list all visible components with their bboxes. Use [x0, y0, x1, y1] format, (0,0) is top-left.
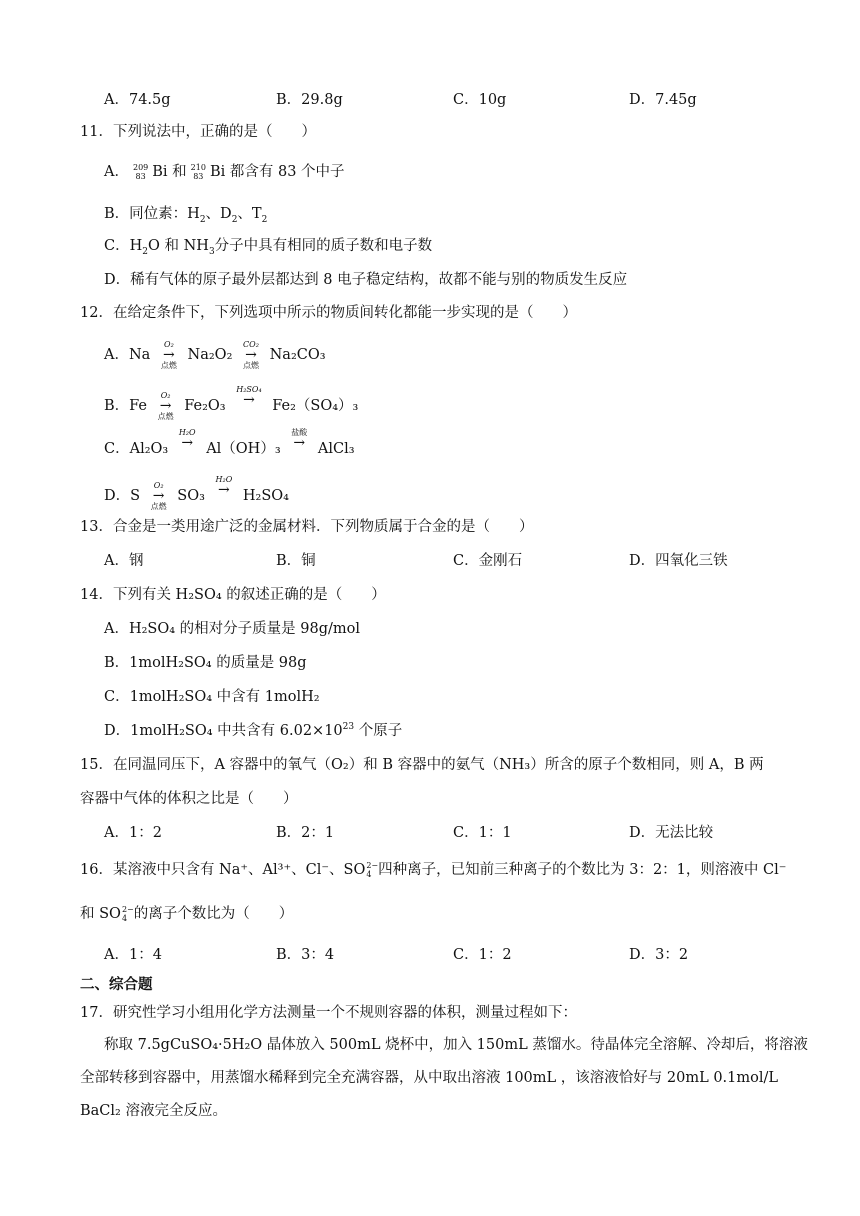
q13-option-c: C．金刚石	[453, 553, 523, 569]
reaction-arrow: 盐酸 →	[291, 428, 308, 451]
q11-option-b: B．同位素：$H_2$、$D_2$、$T_2$	[104, 206, 268, 225]
q15-option-d: D．无法比较	[629, 825, 714, 841]
sulfate-charge: 2− 4	[121, 905, 134, 923]
q14-option-d: D．1molH₂SO₄ 中共含有 $6.02\times 10^{23}$ 个原子	[104, 722, 403, 739]
q15-option-a: A．1：2	[104, 825, 162, 841]
q12-option-a: A．Na O₂ → 点燃 Na₂O₂ CO₂ → 点燃 Na₂CO₃	[104, 340, 326, 370]
reaction-arrow: CO₂ → 点燃	[243, 340, 259, 370]
q11-stem: 11．下列说法中，正确的是（ ）	[80, 124, 316, 140]
q14-option-a: A．H₂SO₄ 的相对分子质量是 98g/mol	[104, 621, 361, 637]
q15-option-c: C．1：1	[453, 825, 512, 841]
q17-paragraph: 称取 7.5gCuSO₄·5H₂O 晶体放入 500mL 烧杯中，加入 150mL 蒸馏水。待晶体完全溶解、冷却后，将溶液全部转移到容器中，用蒸馏水稀释到完全充满容器，从中取出溶液 100mL ，该溶液恰好与 20mL 0.1mol/L BaCl₂ 溶液完全反应。	[80, 1037, 808, 1119]
q14-option-c: C．1molH₂SO₄ 中含有 1molH₂	[104, 689, 320, 705]
q12-option-c: C．Al₂O₃ H₂O → Al（OH）₃ 盐酸 → AlCl₃	[104, 428, 355, 457]
q16-option-a: A．1：4	[104, 947, 162, 963]
q16-stem-line1: 16．某溶液中只含有 Na⁺、Al³⁺、Cl⁻、SO2− 4 四种离子，已知前三种离子的个数比为 3：2：1，则溶液中 Cl⁻	[80, 861, 787, 879]
q11-option-d: D．稀有气体的原子最外层都达到 8 电子稳定结构，故都不能与别的物质发生反应	[104, 272, 628, 288]
q10-option-c: C．10g	[453, 92, 507, 108]
reaction-arrow: O₂ → 点燃	[160, 340, 177, 370]
reaction-arrow: H₂O →	[178, 428, 196, 451]
q15-stem-line1: 15．在同温同压下，A 容器中的氧气（O₂）和 B 容器中的氨气（NH₃）所含的原子个数相同，则 A，B 两	[80, 757, 764, 773]
q14-stem: 14．下列有关 H₂SO₄ 的叙述正确的是（ ）	[80, 587, 386, 603]
q11-option-a: A． 209 83 Bi 和 210 83 Bi 都含有 83 个中子	[104, 163, 345, 181]
q11-option-c: C．$H_2O$ 和 $NH_3$分子中具有相同的质子数和电子数	[104, 238, 433, 257]
q12-stem: 12．在给定条件下，下列选项中所示的物质间转化都能一步实现的是（ ）	[80, 305, 577, 321]
q13-stem: 13．合金是一类用途广泛的金属材料．下列物质属于合金的是（ ）	[80, 519, 534, 535]
reaction-arrow: H₂O →	[215, 475, 233, 498]
q16-option-b: B．3：4	[276, 947, 335, 963]
q17-stem: 17．研究性学习小组用化学方法测量一个不规则容器的体积，测量过程如下：	[80, 1005, 577, 1021]
q10-option-d: D．7.45g	[629, 92, 697, 108]
reaction-arrow: H₂SO₄ →	[236, 385, 262, 408]
q15-option-b: B．2：1	[276, 825, 335, 841]
q12-option-d: D．S O₂ → 点燃 SO₃ H₂O → H₂SO₄	[104, 475, 289, 511]
isotope-bi-210: 210 83	[190, 163, 206, 181]
q14-option-b: B．1molH₂SO₄ 的质量是 98g	[104, 655, 307, 671]
q15-stem-line2: 容器中气体的体积之比是（ ）	[80, 791, 298, 807]
reaction-arrow: O₂ → 点燃	[150, 481, 167, 511]
q16-stem-line2: 和 SO2− 4 的离子个数比为（ ）	[80, 905, 294, 923]
q10-option-b: B．29.8g	[276, 92, 343, 108]
q13-option-a: A．钢	[104, 553, 144, 569]
q16-option-c: C．1：2	[453, 947, 512, 963]
section-heading: 二、综合题	[80, 977, 153, 993]
sulfate-charge: 2− 4	[366, 861, 379, 879]
q10-option-a: A．74.5g	[104, 92, 171, 108]
q16-option-d: D．3：2	[629, 947, 689, 963]
q12-option-b: B．Fe O₂ → 点燃 Fe₂O₃ H₂SO₄ → Fe₂（SO₄）₃	[104, 385, 359, 421]
isotope-bi-209: 209 83	[132, 163, 149, 181]
reaction-arrow: O₂ → 点燃	[157, 391, 174, 421]
q13-option-b: B．铜	[276, 553, 316, 569]
q13-option-d: D．四氧化三铁	[629, 553, 728, 569]
